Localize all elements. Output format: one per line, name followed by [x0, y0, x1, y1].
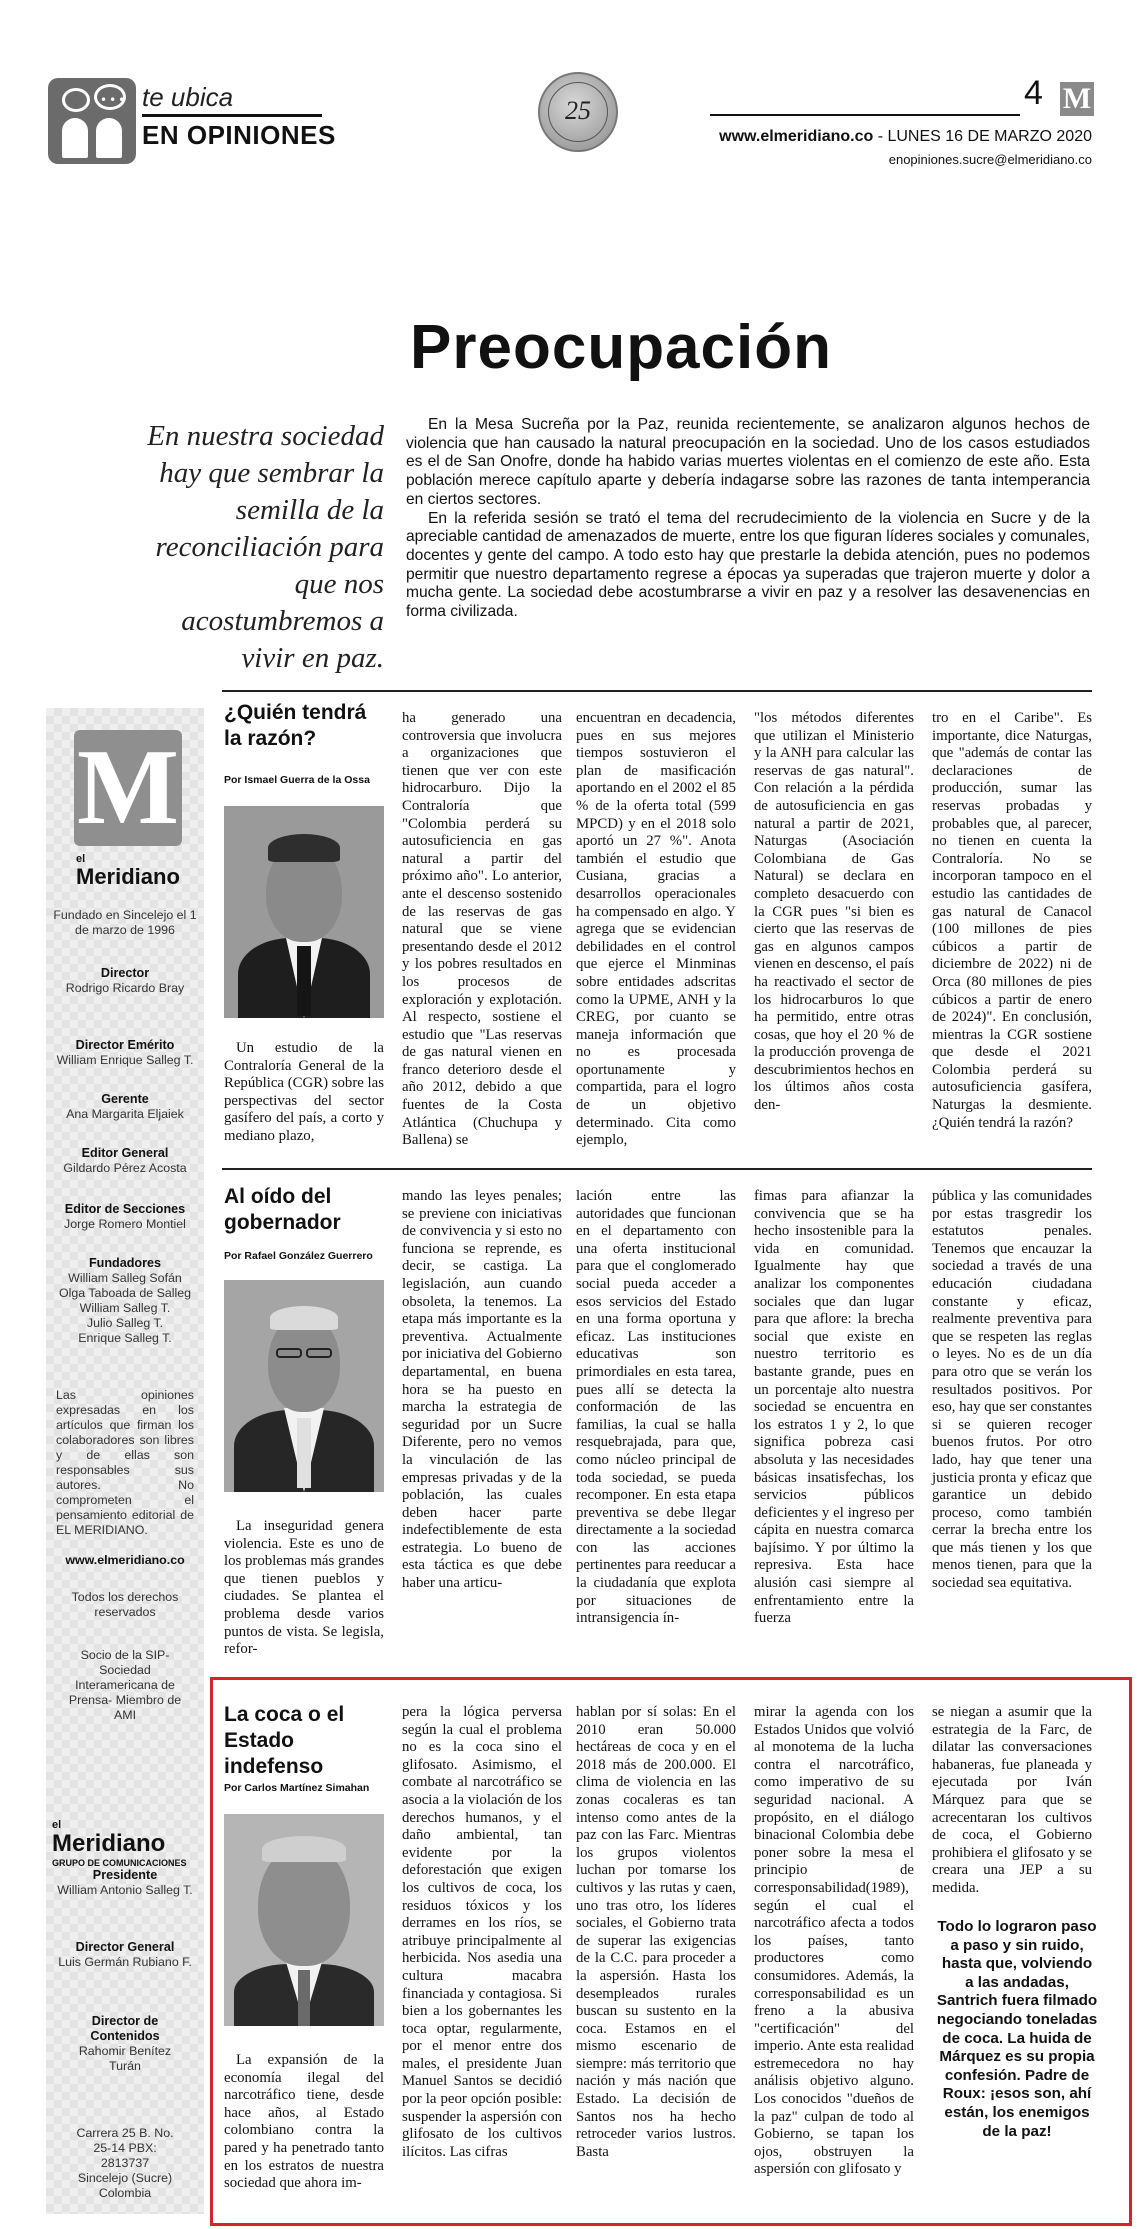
anniversary-seal-logo: 25 [538, 72, 618, 152]
author-photo [224, 1280, 384, 1492]
masthead-sidebar [46, 708, 204, 2214]
section-title: EN OPINIONES [142, 120, 336, 150]
editorial-body [406, 416, 1090, 622]
article-column: pública y las comunidades por estas trasgredir los estatutos penales. Tenemos que encauzar la sociedad a través de una educación ciudadana constante y eficaz, realmente preventiva para que se respeten las reglas o leyes. No es de un día para otro que se verán los resultados positivos. Por eso, hay que ser constantes si se quieren recoger buenos frutos. Por otro lado, hay que tener una justicia pronta y eficaz que garantice un debido proceso, como también cerrar la brecha entre los que más tienen y los que menos tienen, para que la sociedad sea equitativa. [932, 1188, 1092, 1592]
meridiano-m-logo: M [1060, 82, 1094, 116]
article-column: La inseguridad genera violencia. Este es uno de los problemas más grandes que tienen pueblos y ciudades. Se plantea el problema desde varios puntos de vista. Se legisla, refor- [224, 1518, 384, 1658]
editorial-title: Preocupación [410, 313, 832, 382]
editor-secciones-entry: Editor de Secciones Jorge Romero Montiel [64, 1202, 186, 1231]
article-divider [222, 690, 1092, 692]
article-byline: Por Ismael Guerra de la Ossa [224, 774, 370, 786]
article-column: mando las leyes penales; se previene con iniciativas de convivencia y si esto no funciona se reprende, es decir, se castiga. La legislación, aun cuando obsoleta, la tenemos. La etapa más importante es la preventiva. Actualmente por iniciativa del Gobierno departamental, en buena hora se ha puesto en marcha la estrategia de seguridad por un Sucre Diferente, pero no vemos la vinculación de las empresas privadas y de la población, las cuales deben hacer parte indefectiblemente de esta estrategia. Lo bueno de esta táctica es que debe haber una articu- [402, 1188, 562, 1592]
director-general-entry: Director General Luis Germán Rubiano F. [58, 1940, 192, 1969]
sidebar-website-link[interactable]: www.elmeridiano.co [65, 1553, 185, 1567]
editorial-pull-quote: En nuestra sociedad hay que sembrar la semilla de la reconciliación para que nos acostumbremos a vivir en paz. [147, 420, 384, 674]
contact-email[interactable]: enopiniones.sucre@elmeridiano.co [888, 152, 1092, 167]
address-block: Carrera 25 B. No. 25-14 PBX: 2813737 Sincelejo (Sucre) Colombia [76, 2126, 174, 2200]
article-column: Un estudio de la Contraloría General de la República (CGR) sobre las perspectivas del sector gasífero del país, a corto y mediano plazo, [224, 1040, 384, 1144]
header-rule [710, 114, 1020, 116]
article-column: lación entre las autoridades que funcionan en el departamento con una oferta institucional para que el conglomerado social pueda acceder a esos servicios del Estado en una forma oportuna y eficaz. Las instituciones educativas son primordiales en esta tarea, pues allí se detecta la conformación de las familias, la cual se halla resquebrajada, para que, como núcleo principal de toda sociedad, se pueda recomponer. En esta etapa preventiva se debe llegar directamente a la sociedad con las acciones pertinentes para reeducar a la ciudadanía que explota por situaciones de intransigencia ín- [576, 1188, 736, 1627]
section-kicker: te ubica [142, 82, 234, 112]
article-divider [222, 1168, 1092, 1170]
opinion-speech-bubbles-icon: ••• [48, 78, 136, 164]
editorial-paragraph: En la Mesa Sucreña por la Paz, reunida recientemente, se analizaron algunos hechos de violencia que han causado la natural preocupación en la sociedad. Uno de los casos estudiados es el de San Onofre, donde ha habido varias muertes violentas en el comienzo de este año. Esta población merece capítulo aparte y debería indagarse sobre las razones de tanta intemperancia en ciertos sectores. [406, 416, 1090, 508]
author-photo [224, 806, 384, 1018]
kicker-rule [142, 114, 322, 117]
meridiano-big-m-logo: M [74, 730, 182, 846]
founded-note: Fundado en Sincelejo el 1 de marzo de 1996 [53, 908, 197, 937]
article-column: "los métodos diferentes que utilizan el Ministerio y la ANH para calcular las reservas de gas natural". Con relación a la pérdida de autosuficiencia en gas natural a partir de 2021, Naturgas (Asociación Colombiana de Gas Natural) se declara en completo desacuerdo con la CGR pues "si bien es cierto que las reservas de gas en algunos campos vienen en descenso, el país ha reactivado el sector de los hidrocarburos lo que ha permitido, entre otras cosas, que hoy el 20 % de la producción provenga de descubrimientos hechos en los últimos años costa den- [754, 710, 914, 1114]
author-photo [224, 1814, 384, 2026]
group-brand-logo: el Meridiano GRUPO DE COMUNICACIONES [52, 1819, 187, 1868]
director-emerito-entry: Director Emérito William Enrique Salleg T. [56, 1038, 194, 1067]
editorial-disclaimer: Las opiniones expresadas en los artículos que firman los colaboradores son libres y de ellas son responsables sus autores. No comprometen el pensamiento editorial de EL MERIDIANO. [56, 1388, 194, 1537]
article-title: La coca o el Estado indefenso [224, 1703, 345, 1778]
director-contenidos-entry: Director de Contenidos Rahomir Benítez Turán [78, 2014, 172, 2073]
fundadores-entry: Fundadores William Salleg Sofán Olga Taboada de Salleg William Salleg T. Julio Salleg T. Enrique Salleg T. [58, 1256, 192, 1345]
article-column: se niegan a asumir que la estrategia de la Farc, de dilatar las conversaciones habaneras, fue planeada y ejecutada por Iván Márquez para que se acrecentaran los cultivos de coca, el Gobierno prohibiera el glifosato y se creara una JEP a su medida. [932, 1704, 1092, 1896]
article-title: ¿Quién tendrá la razón? [224, 701, 367, 750]
article-pull-quote: Todo lo lograron paso a paso y sin ruido, hasta que, volviendo a las andadas, Santrich fuera filmado negociando toneladas de coca. La huida de Márquez es su propia confesión. Padre de Roux: ¡esos son, ahí están, los enemigos de la paz! [936, 1918, 1098, 2140]
director-entry: Director Rodrigo Ricardo Bray [65, 966, 185, 995]
article-column: tro en el Caribe". Es importante, dice Naturgas, que "además de contar las declaraciones de producción, sumar las reservas probadas y probables que, al parecer, no tienen en cuenta la Contraloría. No se incorporan tampoco en el estudio las cantidades de gas natural de Canacol (100 millones de pies cúbicos a partir de diciembre de 2022) ni de Orca (80 millones de pies cúbicos a partir de enero de 2024)". En conclusión, mientras la CGR sostiene que desde el 2021 Colombia perderá su autosuficiencia gasífera, Naturgas la desmiente. ¿Quién tendrá la razón? [932, 710, 1092, 1131]
article-title: Al oído del gobernador [224, 1185, 341, 1234]
presidente-entry: Presidente William Antonio Salleg T. [57, 1868, 193, 1897]
article-column: fimas para afianzar la convivencia que se ha hecho insostenible para la vida en comunidad. Igualmente hay que analizar los componentes sociales que dan lugar para que aflore: la brecha social que existe en nuestro territorio es bastante grande, pues en un porcentaje alto nuestra sociedad se encuentra en los estratos 1 y 2, lo que significa pobreza casi absoluta y las necesidades básicas insatisfechas, los servicios públicos deficientes y el ingreso per cápita en nuestra comarca bajísimo. Y por último la represiva. Esta hace alusión casi siempre al enfrentamiento entre la fuerza [754, 1188, 914, 1627]
article-byline: Por Rafael González Guerrero [224, 1250, 373, 1262]
publication-date: - LUNES 16 DE MARZO 2020 [873, 128, 1092, 145]
editorial-paragraph: En la referida sesión se trató el tema del recrudecimiento de la violencia en Sucre y de la apreciable cantidad de amenazados de muerte, entre los que figuran líderes sociales y comunales, docentes y gente del campo. A todo esto hay que prestarle la debida atención, pues no podemos permitir que nuestro departamento regrese a épocas ya superadas que trajeron muerte y dolor a mucha gente. La sociedad debe acostumbrarse a vivir en paz y a resolver las desavenencias en forma civilizada. [406, 509, 1090, 621]
article-column: pera la lógica perversa según la cual el problema no es la coca sino el glifosato. Asimismo, el combate al narcotráfico se asocia a la violación de los derechos humanos, y el daño ambiental, tan evidente por la deforestación que exigen los cultivos de coca, los residuos tóxicos y los derrames en los ríos, se atribuye principalmente al herbicida. Nos asedia una cultura macabra financiada y contagiosa. Si bien a los gobernantes les toca optar, regularmente, por el menor entre dos males, el presidente Juan Manuel Santos se decidió por la peor opción posible: suspender la aspersión con glifosato de los cultivos ilícitos. Las cifras [402, 1704, 562, 2160]
website-link[interactable]: www.elmeridiano.co [719, 128, 874, 145]
masthead-brand: el Meridiano [76, 853, 180, 889]
article-column: hablan por sí solas: En el 2010 eran 50.000 hectáreas de coca y en el 2018 más de 200.000. El clima de violencia en las zonas cocaleras es tan intenso como antes de la paz con las Farc. Mientras los grupos violentos luchan por tomarse los cultivos y las rutas y caen, uno tras otro, los líderes sociales, el Gobierno trata de superar las exigencias de la C.C. para proceder a la aspersión. Hasta los desempleados rurales buscan su sustento en la coca. Estamos en el mismo escenario de siempre: más territorio que nación y más nación que Estado. La decisión de Santos nos ha hecho retroceder varios lustros. Basta [576, 1704, 736, 2160]
article-column: encuentran en decadencia, pues en sus mejores tiempos sostuvieron el plan de masificación aportando en el 2002 el 85 % de la oferta total (599 MPCD) y en el 2018 solo aportó un 27 %". Anota también el estudio que Cusiana, gracias a desarrollos operacionales ha compensado en algo. Y agrega que se evidencian debilidades en el control que ejerce el Minminas sobre entidades adscritas como la UPME, ANH y la CREG, por cuanto se maneja información que no es procesada oportunamente y compartida, para el logro de un objetivo determinado. Cita como ejemplo, [576, 710, 736, 1149]
article-column: ha generado una controversia que involucra a organizaciones que tienen que ver con este hidrocarburo. Dijo la Contraloría que "Colombia perderá su autosuficiencia en gas natural a partir del próximo año". Lo anterior, ante el descenso sostenido de las reservas de gas natural que se viene presentando desde el 2012 y los pobres resultados en los procesos de exploración y explotación. Al respecto, sostiene el estudio que "Las reservas de gas natural vienen en franco deterioro desde el año 2012, debido a que fuentes de la Costa Atlántica (Chuchupa y Ballena) se [402, 710, 562, 1149]
article-column: mirar la agenda con los Estados Unidos que volvió al monotema de la lucha contra el narcotráfico, como imperativo de su seguridad nacional. A propósito, en el diálogo binacional Colombia debe poner sobre la mesa el principio de corresponsabilidad(1989), según el cual el narcotráfico afecta a todos los países, tanto productores como consumidores. Además, la corresponsabilidad es un freno a la abusiva "certificación" del imperio. Ante esta realidad estremecedora no hay análisis objetivo alguno. Los conocidos "dueños de la paz" culpan de todo al Gobierno, se tapan los ojos, obstruyen la aspersión con glifosato y [754, 1704, 914, 2178]
article-byline: Por Carlos Martínez Simahan [224, 1782, 370, 1794]
editor-general-entry: Editor General Gildardo Pérez Acosta [63, 1146, 187, 1175]
rights-note: Todos los derechos reservados [71, 1590, 179, 1619]
gerente-entry: Gerente Ana Margarita Eljaiek [66, 1092, 184, 1121]
page-number: 4 [1024, 74, 1043, 112]
membership-note: Socio de la SIP- Sociedad Interamericana de Prensa- Miembro de AMI [68, 1648, 182, 1722]
dateline [700, 128, 1092, 146]
article-column: La expansión de la economía ilegal del narcotráfico tiene, desde hace años, al Estado colombiano contra la pared y ha penetrado tanto en los estratos de nuestra sociedad que ahora im- [224, 2052, 384, 2192]
